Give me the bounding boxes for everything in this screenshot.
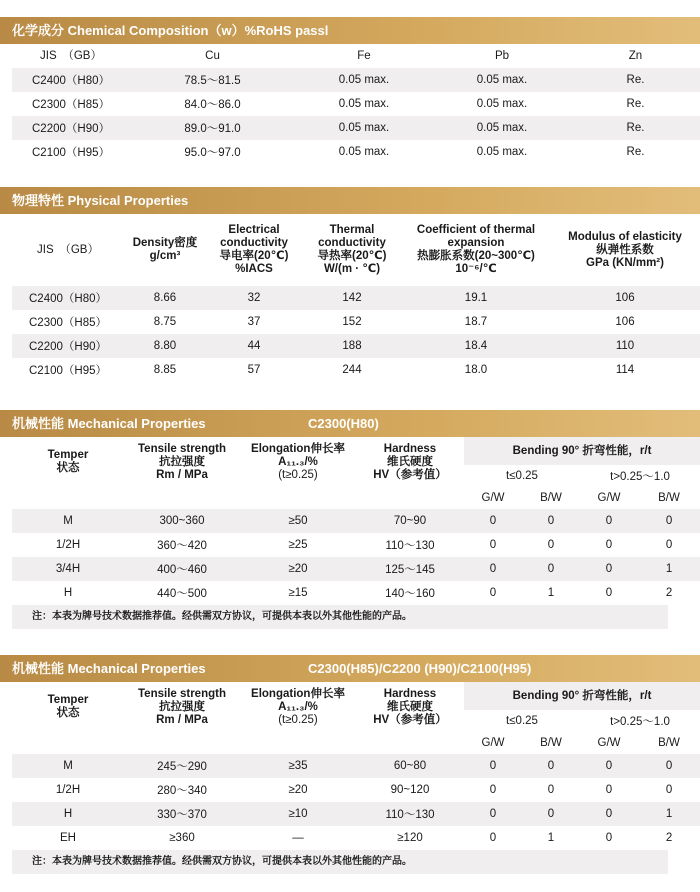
- header-line: A₁₁.₃/%: [278, 700, 318, 713]
- table-cell: 95.0～97.0: [130, 140, 295, 164]
- phys-title-bar: [0, 187, 700, 214]
- table-cell: 70~90: [356, 509, 464, 533]
- mech2-section: [0, 655, 700, 874]
- mech1-table: [12, 437, 700, 605]
- table-cell: 1: [522, 826, 580, 850]
- phys-title: 物理特性 Physical Properties: [12, 193, 189, 208]
- table-cell: M: [12, 754, 124, 778]
- table-cell: 106: [550, 310, 700, 334]
- table-cell: 0: [580, 802, 638, 826]
- table-cell: C2400（H80）: [12, 286, 124, 310]
- table-cell: 78.5～81.5: [130, 68, 295, 92]
- header-line: 维氏硬度: [387, 455, 433, 468]
- table-cell: 0: [464, 754, 522, 778]
- table-row: [12, 334, 700, 358]
- chem-table: [12, 44, 700, 164]
- table-cell: 90~120: [356, 778, 464, 802]
- header-line: 热膨胀系数(20~300℃): [417, 250, 535, 262]
- table-cell: 8.80: [124, 334, 206, 358]
- header-line: expansion: [447, 237, 505, 249]
- table-cell: 106: [550, 286, 700, 310]
- table-cell: 440～500: [124, 581, 240, 605]
- table-cell: 0.05 max.: [433, 140, 571, 164]
- table-cell: 125～145: [356, 557, 464, 581]
- phys-header: [12, 214, 124, 286]
- phys-header: [550, 214, 700, 286]
- mech2-note: 注：本表为牌号技术数据推荐值。经供需双方协议，可提供本表以外其他性能的产品。: [12, 850, 668, 874]
- table-cell: C2400（H80）: [12, 68, 130, 92]
- header-line: (t≥0.25): [278, 713, 318, 726]
- table-row: [12, 286, 700, 310]
- mech2-grade: C2300(H85)/C2200 (H90)/C2100(H95): [308, 661, 532, 676]
- table-cell: 245～290: [124, 754, 240, 778]
- header-line: Hardness: [383, 442, 437, 455]
- phys-header: [402, 214, 550, 286]
- table-cell: 0.05 max.: [295, 116, 433, 140]
- table-cell: 244: [302, 358, 402, 382]
- table-cell: 400～460: [124, 557, 240, 581]
- header-line: %IACS: [235, 263, 273, 275]
- table-cell: C2200（H90）: [12, 334, 124, 358]
- chem-header: Cu: [205, 49, 220, 62]
- header-line: 导电率(20℃): [219, 250, 289, 262]
- table-cell: 300~360: [124, 509, 240, 533]
- table-cell: 1: [638, 802, 700, 826]
- header-line: HV（参考值）: [373, 468, 447, 481]
- table-row: [12, 802, 700, 826]
- gw-header: G/W: [464, 732, 522, 754]
- table-cell: 0: [638, 509, 700, 533]
- chem-header-row: [12, 44, 700, 68]
- table-cell: 0: [464, 533, 522, 557]
- table-cell: 0: [464, 581, 522, 605]
- header-line: 抗拉强度: [159, 455, 205, 468]
- header-line: Rm / MPa: [156, 468, 208, 481]
- table-cell: 114: [550, 358, 700, 382]
- table-cell: 0: [638, 533, 700, 557]
- table-cell: 0: [580, 557, 638, 581]
- chem-section: [0, 17, 700, 164]
- table-cell: 0: [638, 754, 700, 778]
- table-cell: 37: [206, 310, 302, 334]
- phys-header: [124, 214, 206, 286]
- table-cell: 0: [464, 826, 522, 850]
- table-cell: 32: [206, 286, 302, 310]
- header-line: Temper: [47, 694, 89, 706]
- mech2-title: 机械性能 Mechanical Properties: [12, 661, 206, 676]
- gw-header: G/W: [580, 732, 638, 754]
- mech1-header-row: [12, 437, 700, 465]
- table-cell: ≥120: [356, 826, 464, 850]
- chem-header: Pb: [494, 49, 510, 62]
- temper-header: [12, 437, 124, 487]
- mech1-gw-row: [12, 487, 700, 509]
- table-cell: —: [240, 826, 356, 850]
- phys-section: [0, 187, 700, 382]
- bw-header: B/W: [522, 487, 580, 509]
- table-cell: 1: [522, 581, 580, 605]
- header-line: Density密度: [132, 237, 198, 249]
- table-row: [12, 116, 700, 140]
- phys-header: [302, 214, 402, 286]
- gw-header: G/W: [464, 487, 522, 509]
- table-cell: 0: [580, 778, 638, 802]
- thickness-header: t>0.25～1.0: [580, 710, 700, 732]
- table-cell: 0: [464, 778, 522, 802]
- table-cell: 140～160: [356, 581, 464, 605]
- table-row: [12, 509, 700, 533]
- elongation-header: [240, 437, 356, 487]
- table-cell: 110～130: [356, 802, 464, 826]
- header-line: Thermal: [329, 224, 375, 236]
- table-cell: 0: [522, 533, 580, 557]
- table-cell: 89.0～91.0: [130, 116, 295, 140]
- table-cell: 0.05 max.: [433, 68, 571, 92]
- table-row: [12, 778, 700, 802]
- table-cell: 18.0: [402, 358, 550, 382]
- header-line: Elongation伸长率: [251, 442, 345, 455]
- chem-header: Zn: [628, 49, 643, 62]
- table-cell: C2300（H85）: [12, 310, 124, 334]
- table-cell: Re.: [571, 116, 700, 140]
- header-line: 状态: [56, 462, 80, 474]
- header-line: Coefficient of thermal: [416, 224, 536, 236]
- header-line: Modulus of elasticity: [568, 230, 682, 243]
- table-cell: 18.4: [402, 334, 550, 358]
- table-cell: Re.: [571, 68, 700, 92]
- table-row: [12, 92, 700, 116]
- hardness-header: [356, 682, 464, 732]
- mech2-header-row: [12, 682, 700, 710]
- mech2-gw-row: [12, 732, 700, 754]
- thickness-header: t>0.25～1.0: [580, 465, 700, 487]
- mech1-title: 机械性能 Mechanical Properties: [12, 416, 206, 431]
- phys-header-row: [12, 214, 700, 286]
- table-row: [12, 581, 700, 605]
- table-cell: 0: [580, 581, 638, 605]
- table-cell: 280～340: [124, 778, 240, 802]
- table-cell: 2: [638, 581, 700, 605]
- table-cell: H: [12, 581, 124, 605]
- table-cell: M: [12, 509, 124, 533]
- chem-title: 化学成分 Chemical Composition（w）%RoHS passl: [12, 23, 329, 38]
- table-cell: 0: [464, 557, 522, 581]
- thickness-header: t≤0.25: [464, 465, 580, 487]
- table-row: [12, 358, 700, 382]
- mech1-section: [0, 410, 700, 629]
- table-cell: 0: [464, 802, 522, 826]
- bw-header: B/W: [522, 732, 580, 754]
- mech1-grade: C2300(H80): [308, 416, 379, 431]
- table-cell: ≥20: [240, 557, 356, 581]
- header-line: JIS （GB）: [37, 243, 99, 256]
- table-cell: 19.1: [402, 286, 550, 310]
- header-line: 抗拉强度: [159, 700, 205, 713]
- table-cell: 142: [302, 286, 402, 310]
- table-cell: 8.66: [124, 286, 206, 310]
- table-cell: EH: [12, 826, 124, 850]
- table-cell: 0: [522, 778, 580, 802]
- phys-header: [206, 214, 302, 286]
- table-cell: 1/2H: [12, 533, 124, 557]
- table-cell: 8.75: [124, 310, 206, 334]
- table-cell: 1/2H: [12, 778, 124, 802]
- table-cell: 360～420: [124, 533, 240, 557]
- header-line: Tensile strength: [138, 442, 226, 455]
- table-cell: ≥50: [240, 509, 356, 533]
- header-line: Tensile strength: [138, 687, 226, 700]
- bending-header: Bending 90° 折弯性能，r/t: [464, 437, 700, 465]
- table-cell: 188: [302, 334, 402, 358]
- table-row: [12, 754, 700, 778]
- temper-header: [12, 682, 124, 732]
- table-cell: Re.: [571, 92, 700, 116]
- mech2-table: [12, 682, 700, 850]
- table-cell: 0: [522, 509, 580, 533]
- header-line: 纵弹性系数: [596, 243, 654, 256]
- table-cell: 0: [580, 754, 638, 778]
- table-cell: C2200（H90）: [12, 116, 130, 140]
- table-cell: 0.05 max.: [295, 92, 433, 116]
- table-cell: 0.05 max.: [295, 68, 433, 92]
- table-cell: ≥10: [240, 802, 356, 826]
- header-line: A₁₁.₃/%: [278, 455, 318, 468]
- gw-header: G/W: [580, 487, 638, 509]
- table-row: [12, 140, 700, 164]
- header-line: 维氏硬度: [387, 700, 433, 713]
- table-cell: 60~80: [356, 754, 464, 778]
- header-line: conductivity: [318, 237, 386, 249]
- table-cell: 2: [638, 826, 700, 850]
- table-row: [12, 533, 700, 557]
- table-cell: ≥35: [240, 754, 356, 778]
- table-cell: 330～370: [124, 802, 240, 826]
- chem-header: JIS （GB）: [40, 49, 102, 62]
- table-cell: 1: [638, 557, 700, 581]
- table-cell: 3/4H: [12, 557, 124, 581]
- header-line: conductivity: [220, 237, 288, 249]
- table-cell: 57: [206, 358, 302, 382]
- header-line: Temper: [47, 449, 89, 461]
- header-line: g/cm³: [149, 250, 181, 262]
- table-cell: 0: [580, 826, 638, 850]
- bw-header: B/W: [638, 732, 700, 754]
- table-cell: 0: [522, 557, 580, 581]
- table-cell: 0.05 max.: [295, 140, 433, 164]
- table-cell: 110～130: [356, 533, 464, 557]
- phys-table: [12, 214, 700, 382]
- table-row: [12, 68, 700, 92]
- table-cell: C2100（H95）: [12, 140, 130, 164]
- header-line: Elongation伸长率: [251, 687, 345, 700]
- tensile-header: [124, 437, 240, 487]
- tensile-header: [124, 682, 240, 732]
- table-cell: Re.: [571, 140, 700, 164]
- table-row: [12, 826, 700, 850]
- table-cell: 0: [522, 754, 580, 778]
- table-cell: 0: [580, 509, 638, 533]
- header-line: (t≥0.25): [278, 468, 318, 481]
- header-line: GPa (KN/mm²): [586, 256, 664, 269]
- table-cell: C2100（H95）: [12, 358, 124, 382]
- chem-header: Fe: [357, 49, 371, 62]
- header-line: Hardness: [383, 687, 437, 700]
- bending-header: Bending 90° 折弯性能，r/t: [464, 682, 700, 710]
- header-line: HV（参考值）: [373, 713, 447, 726]
- table-cell: 44: [206, 334, 302, 358]
- mech1-note: 注：本表为牌号技术数据推荐值。经供需双方协议，可提供本表以外其他性能的产品。: [12, 605, 668, 629]
- table-cell: 8.85: [124, 358, 206, 382]
- table-cell: 0: [638, 778, 700, 802]
- table-cell: 0.05 max.: [433, 92, 571, 116]
- table-cell: 110: [550, 334, 700, 358]
- table-cell: ≥25: [240, 533, 356, 557]
- table-cell: 18.7: [402, 310, 550, 334]
- header-line: Electrical: [228, 224, 280, 236]
- table-cell: 84.0～86.0: [130, 92, 295, 116]
- table-cell: ≥15: [240, 581, 356, 605]
- table-cell: 0: [580, 533, 638, 557]
- table-cell: 152: [302, 310, 402, 334]
- table-cell: ≥20: [240, 778, 356, 802]
- thickness-header: t≤0.25: [464, 710, 580, 732]
- table-cell: 0: [522, 802, 580, 826]
- table-cell: 0: [464, 509, 522, 533]
- header-line: 导热率(20℃): [317, 250, 387, 262]
- mech1-title-bar: [0, 410, 700, 437]
- bw-header: B/W: [638, 487, 700, 509]
- table-cell: 0.05 max.: [433, 116, 571, 140]
- header-line: 状态: [56, 707, 80, 719]
- header-line: 10⁻⁶/℃: [455, 263, 497, 275]
- table-cell: C2300（H85）: [12, 92, 130, 116]
- table-cell: H: [12, 802, 124, 826]
- mech2-title-bar: [0, 655, 700, 682]
- hardness-header: [356, 437, 464, 487]
- chem-title-bar: [0, 17, 700, 44]
- table-cell: ≥360: [124, 826, 240, 850]
- header-line: W/(m · ℃): [323, 263, 381, 275]
- table-row: [12, 557, 700, 581]
- header-line: Rm / MPa: [156, 713, 208, 726]
- elongation-header: [240, 682, 356, 732]
- table-row: [12, 310, 700, 334]
